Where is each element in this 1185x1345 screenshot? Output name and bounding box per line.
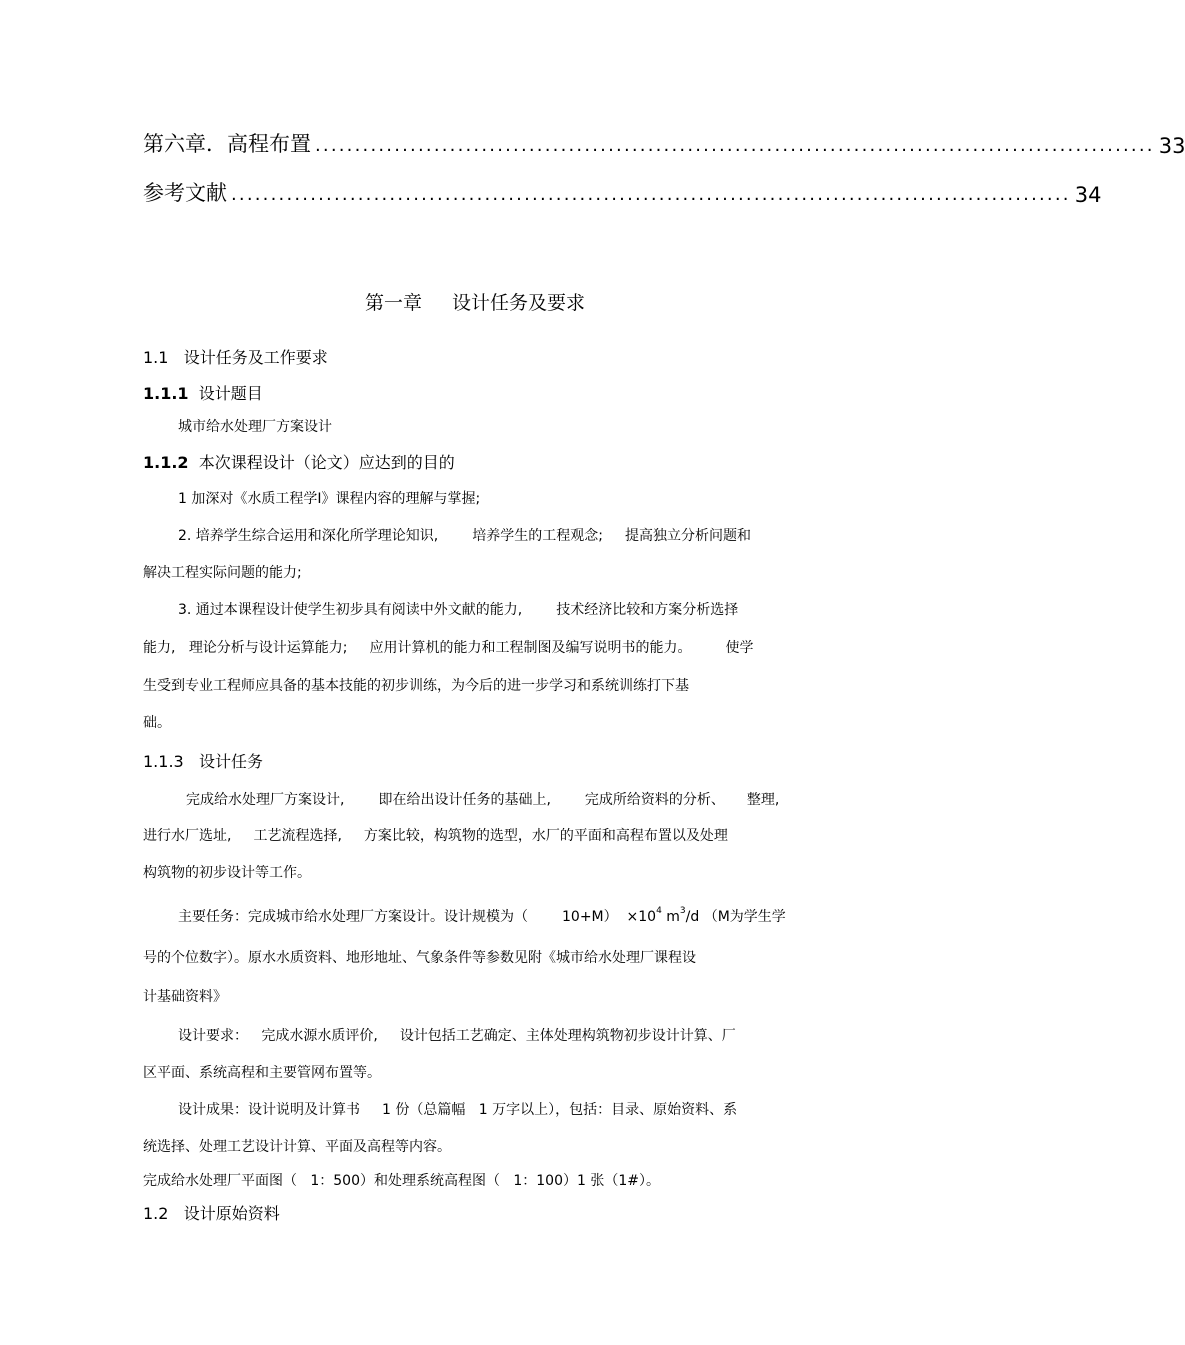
toc-leader-dots: .......................................................................................................... (315, 135, 1155, 156)
section-heading-1-2: 1.2 设计原始资料 (143, 1204, 280, 1223)
chapter-name: 设计任务及要求 (452, 292, 586, 314)
section-heading-1-1-3: 1.1.3 设计任务 (143, 752, 263, 771)
design-result-line1: 设计成果：设计说明及计算书 1 份（总篇幅 1 万字以上），包括：目录、原始资料、系 (178, 1102, 738, 1118)
goal-3-line2: 能力, 理论分析与设计运算能力; 应用计算机的能力和工程制图及编写说明书的能力。 使学 (143, 640, 754, 656)
goal-3-line4: 础。 (143, 715, 171, 731)
goal-1: 1 加深对《水质工程学Ⅰ》课程内容的理解与掌握; (178, 491, 481, 507)
toc-entry-chapter6[interactable] (143, 124, 1185, 158)
main-task-line1: 主要任务：完成城市给水处理厂方案设计。设计规模为（ $10+M) \times 10^4$ $m^3/d$ （M为学生学 (178, 906, 786, 925)
toc-label: 第六章．高程布置 (143, 132, 311, 156)
design-result-line2: 统选择、处理工艺设计计算、平面及高程等内容。 (143, 1139, 451, 1155)
chapter-title (0, 288, 950, 315)
task-line2: 进行水厂选址, 工艺流程选择, 方案比较，构筑物的选型，水厂的平面和高程布置以及处理 (143, 828, 728, 844)
design-topic-text: 城市给水处理厂方案设计 (178, 419, 332, 435)
toc-page-number: 34 (1074, 183, 1102, 207)
goal-2-line2: 解决工程实际问题的能力; (143, 565, 302, 581)
main-task-line2: 号的个位数字）。原水水质资料、地形地址、气象条件等参数见附《城市给水处理厂课程设 (143, 950, 696, 966)
design-req-line1: 设计要求： 完成水源水质评价, 设计包括工艺确定、主体处理构筑物初步设计计算、厂 (178, 1028, 736, 1044)
main-task-line3: 计基础资料》 (143, 989, 227, 1005)
task-line3: 构筑物的初步设计等工作。 (143, 865, 311, 881)
task-line1: 完成给水处理厂方案设计, 即在给出设计任务的基础上, 完成所给资料的分析、 整理, (186, 792, 780, 808)
drawing-requirement: 完成给水处理厂平面图（ 1：500）和处理系统高程图（ 1：100）1 张（1#）。 (143, 1173, 660, 1189)
toc-page-number: 33 (1158, 134, 1185, 158)
goal-3-line3: 生受到专业工程师应具备的基本技能的初步训练，为今后的进一步学习和系统训练打下基 (143, 678, 689, 694)
section-heading-1-1-1: 1.1.1 设计题目 (143, 384, 263, 403)
section-heading-1-1-2: 1.1.2 本次课程设计（论文）应达到的目的 (143, 453, 455, 472)
goal-2-line1: 2. 培养学生综合运用和深化所学理论知识, 培养学生的工程观念; 提高独立分析问题和 (178, 528, 751, 544)
goal-3-line1: 3. 通过本课程设计使学生初步具有阅读中外文献的能力, 技术经济比较和方案分析选择 (178, 602, 739, 618)
toc-leader-dots: .......................................................................................................... (231, 184, 1071, 205)
toc-entry-references[interactable] (143, 173, 1102, 207)
toc-label: 参考文献 (143, 181, 227, 205)
chapter-number: 第一章 (364, 292, 422, 314)
section-heading-1-1: 1.1 设计任务及工作要求 (143, 348, 328, 367)
design-req-line2: 区平面、系统高程和主要管网布置等。 (143, 1065, 381, 1081)
